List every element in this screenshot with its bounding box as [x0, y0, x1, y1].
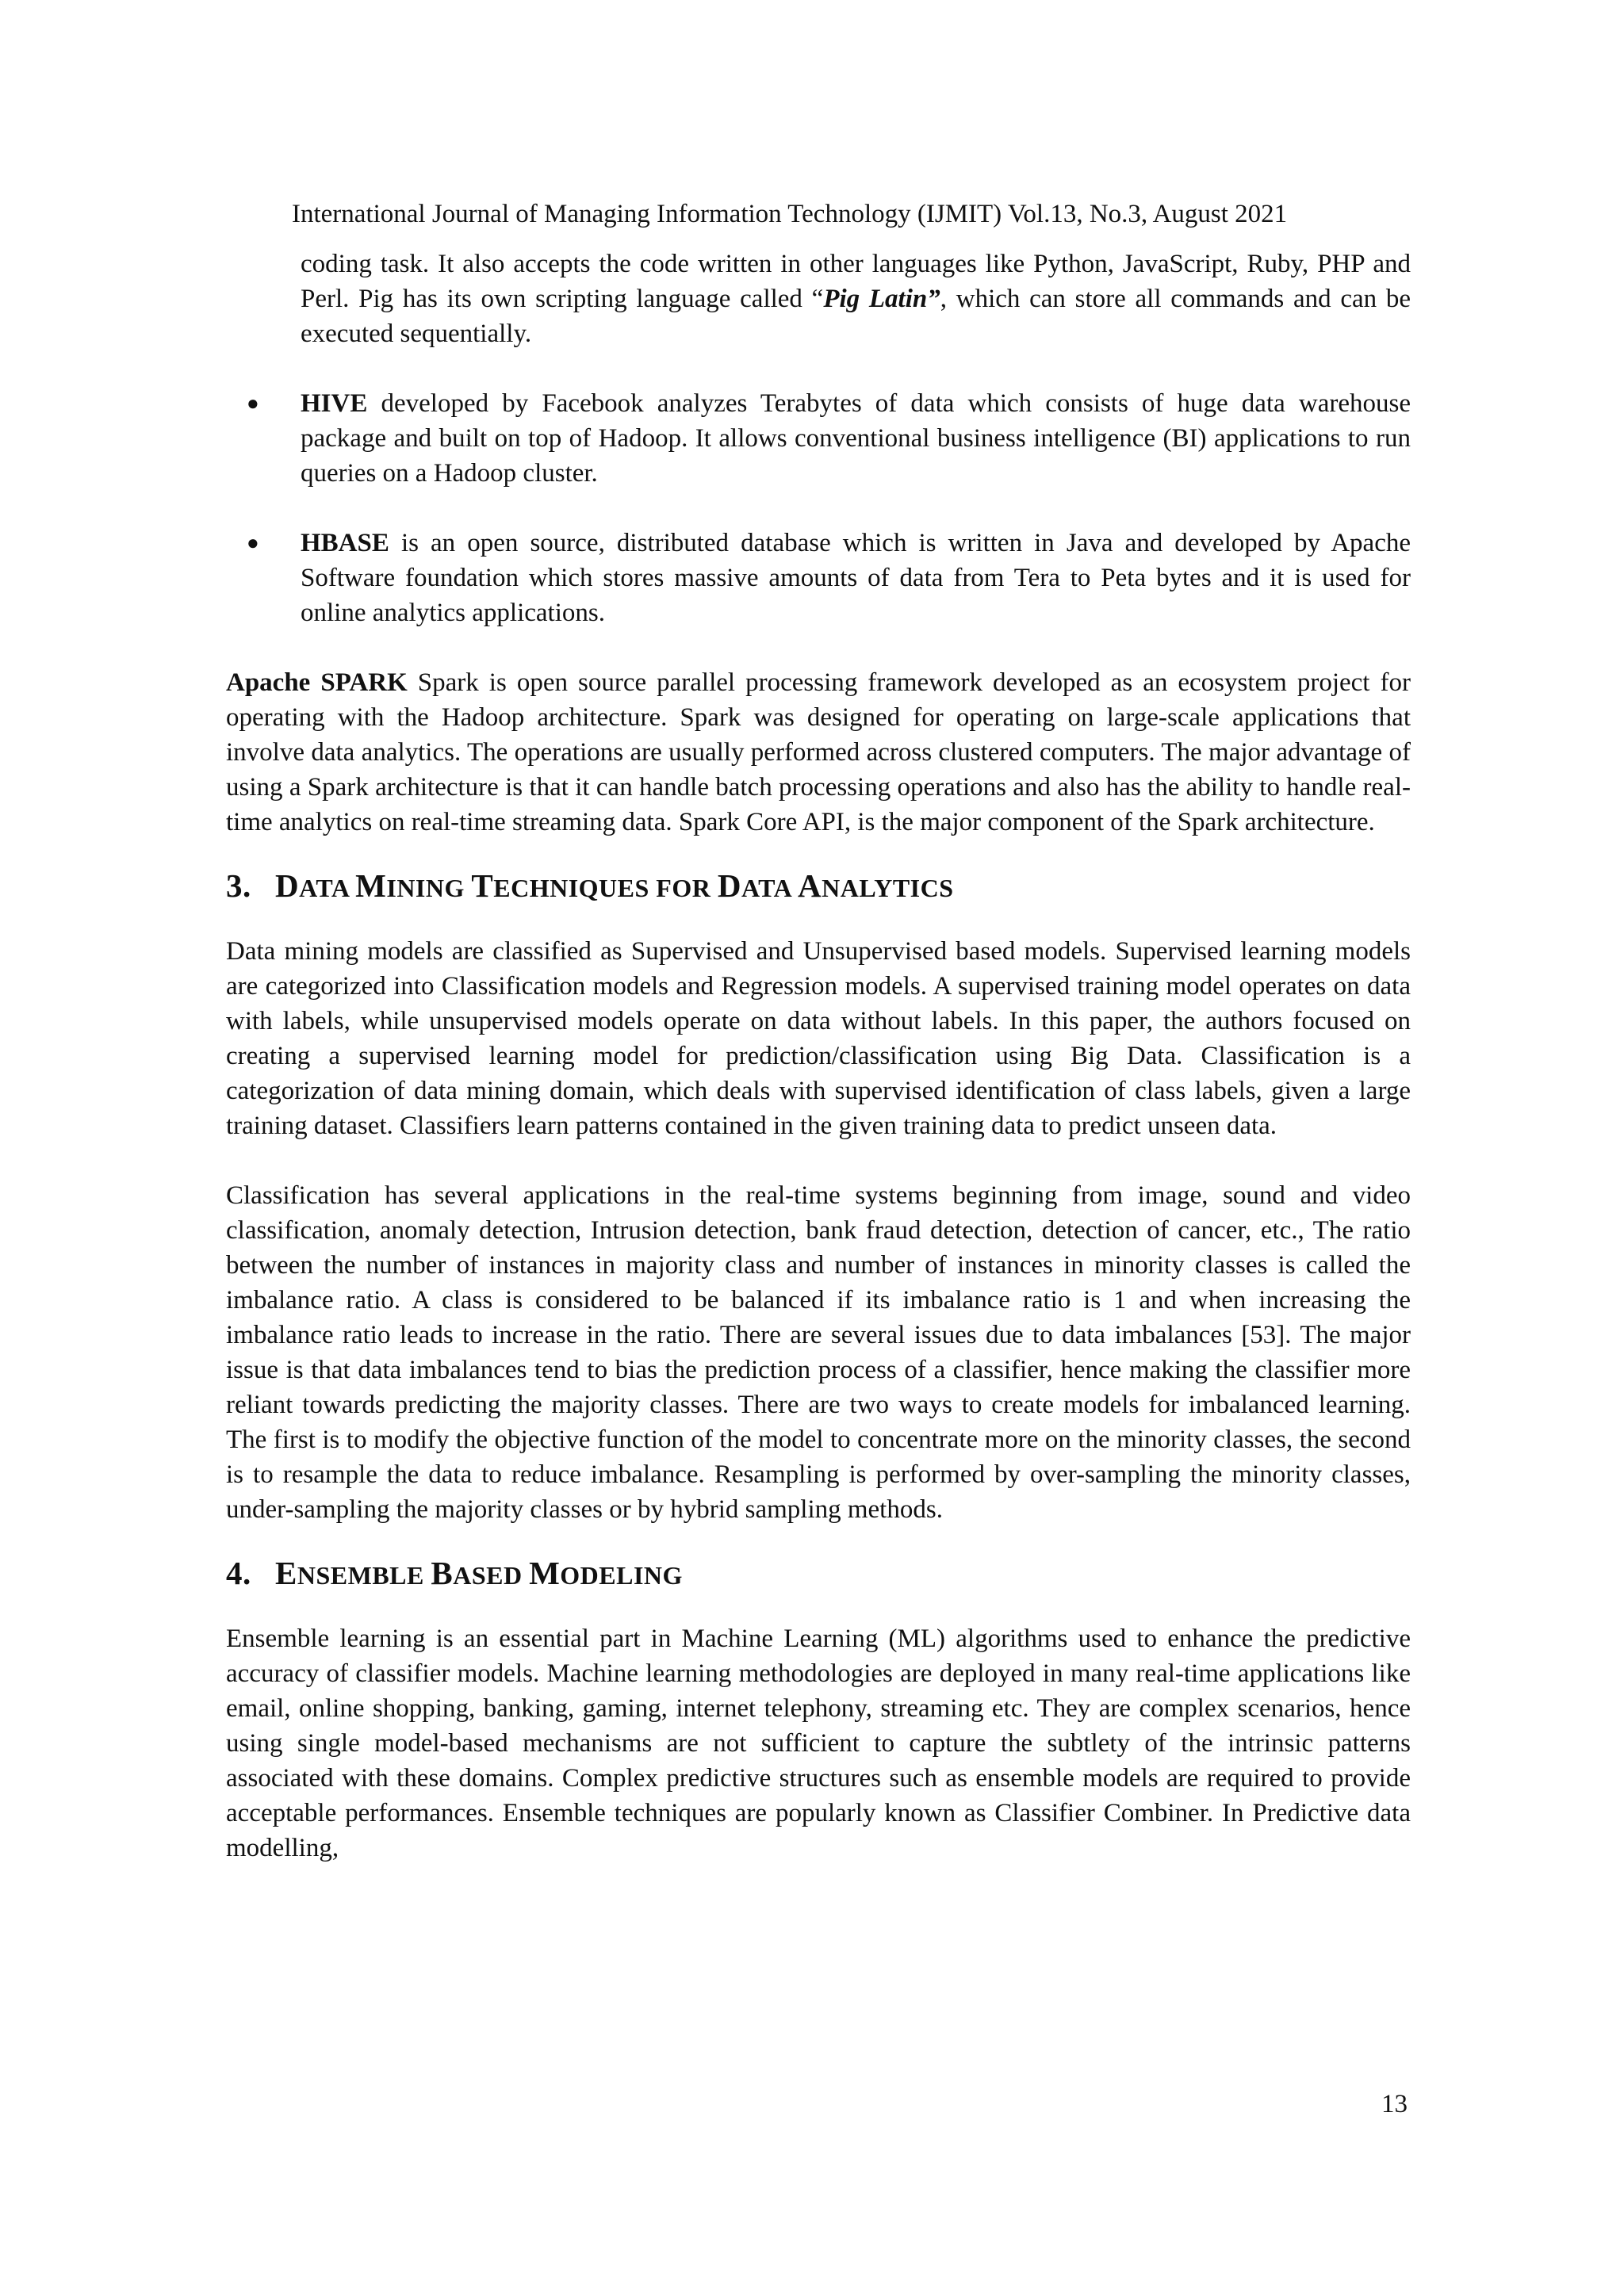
bullet-dot-icon: ● — [247, 531, 259, 554]
pig-latin-term: Pig Latin” — [823, 285, 940, 313]
pig-text-1: coding task. It also accepts the code written in other languages like Python, JavaScript, Ruby, PHP and Perl. Pig has its own scripting language called “ — [301, 250, 1411, 313]
page-number: 13 — [1381, 2090, 1408, 2118]
ecosystem-bullet-list — [226, 386, 1411, 630]
section-4-number: 4. — [226, 1555, 251, 1591]
bullet-hbase — [226, 526, 1411, 630]
hbase-term: HBASE — [301, 529, 389, 557]
hbase-text: is an open source, distributed database which is written in Java and developed by Apache Software foundation which stores massive amounts of data from Tera to Peta bytes and it is used for online analytics applications. — [301, 529, 1411, 627]
spark-paragraph — [226, 665, 1411, 840]
section-4-paragraph-1: Ensemble learning is an essential part in Machine Learning (ML) algorithms used to enhance the predictive accuracy of classifier models. Machine learning methodologies are deployed in many real-time applications like email, online shopping, banking, gaming, internet telephony, streaming etc. They are complex scenarios, hence using single model-based mechanisms are not sufficient to capture the subtlety of the intrinsic patterns associated with these domains. Complex predictive structures such as ensemble models are required to provide acceptable performances. Ensemble techniques are popularly known as Classifier Combiner. In Predictive data modelling, — [226, 1624, 1411, 1862]
bullet-dot-icon: ● — [247, 392, 259, 415]
section-3-paragraph-2: Classification has several applications in the real-time systems beginning from image, sound and video classification, anomaly detection, Intrusion detection, bank fraud detection, detection of cancer, etc., The ratio between the number of instances in majority class and number of instances in minority classes is called the imbalance ratio. A class is considered to be balanced if its imbalance ratio is 1 and when increasing the imbalance ratio leads to increase in the ratio. There are several issues due to data imbalances [53]. The major issue is that data imbalances tend to bias the prediction process of a classifier, hence making the classifier more reliant towards predicting the majority classes. There are two ways to create models for imbalanced learning. The first is to modify the objective function of the model to concentrate more on the minority classes, the second is to resample the data to reduce imbalance. Resampling is performed by over-sampling the minority classes, under-sampling the majority classes or by hybrid sampling methods. — [226, 1181, 1411, 1524]
section-4-heading: 4. ENSEMBLE BASED MODELING — [226, 1551, 1411, 1598]
section-3-paragraph-1: Data mining models are classified as Supervised and Unsupervised based models. Supervised learning models are categorized into Classification models and Regression models. A supervised training model operates on data with labels, while unsupervised models operate on data without labels. In this paper, the authors focused on creating a supervised learning model for prediction/classification using Big Data. Classification is a categorization of data mining domain, which deals with supervised identification of class labels, given a large training dataset. Classifiers learn patterns contained in the given training data to predict unseen data. — [226, 937, 1411, 1140]
pig-continuation-paragraph — [301, 247, 1411, 351]
spark-text: Spark is open source parallel processing framework developed as an ecosystem project for operating with the Hadoop architecture. Spark was designed for operating on large-scale applications that involve data analytics. The operations are usually performed across clustered computers. The major advantage of using a Spark architecture is that it can handle batch processing operations and also has the ability to handle real-time analytics on real-time streaming data. Spark Core API, is the major component of the Spark architecture. — [226, 668, 1411, 836]
bullet-hive — [226, 386, 1411, 491]
running-header: International Journal of Managing Information Technology (IJMIT) Vol.13, No.3, August 2021 — [292, 200, 1288, 228]
spark-term: Apache SPARK — [226, 668, 408, 697]
hive-text: developed by Facebook analyzes Terabytes of data which consists of huge data warehouse package and built on top of Hadoop. It allows conventional business intelligence (BI) applications to run queries on a Hadoop cluster. — [301, 389, 1411, 488]
section-3-number: 3. — [226, 867, 251, 904]
hive-term: HIVE — [301, 389, 368, 418]
section-3-heading: 3. DATA MINING TECHNIQUES FOR DATA ANALYTICS — [226, 863, 1411, 910]
page-body — [226, 247, 1411, 1866]
pig-text-2: , which can store all commands and can be executed sequentially. — [301, 285, 1411, 348]
